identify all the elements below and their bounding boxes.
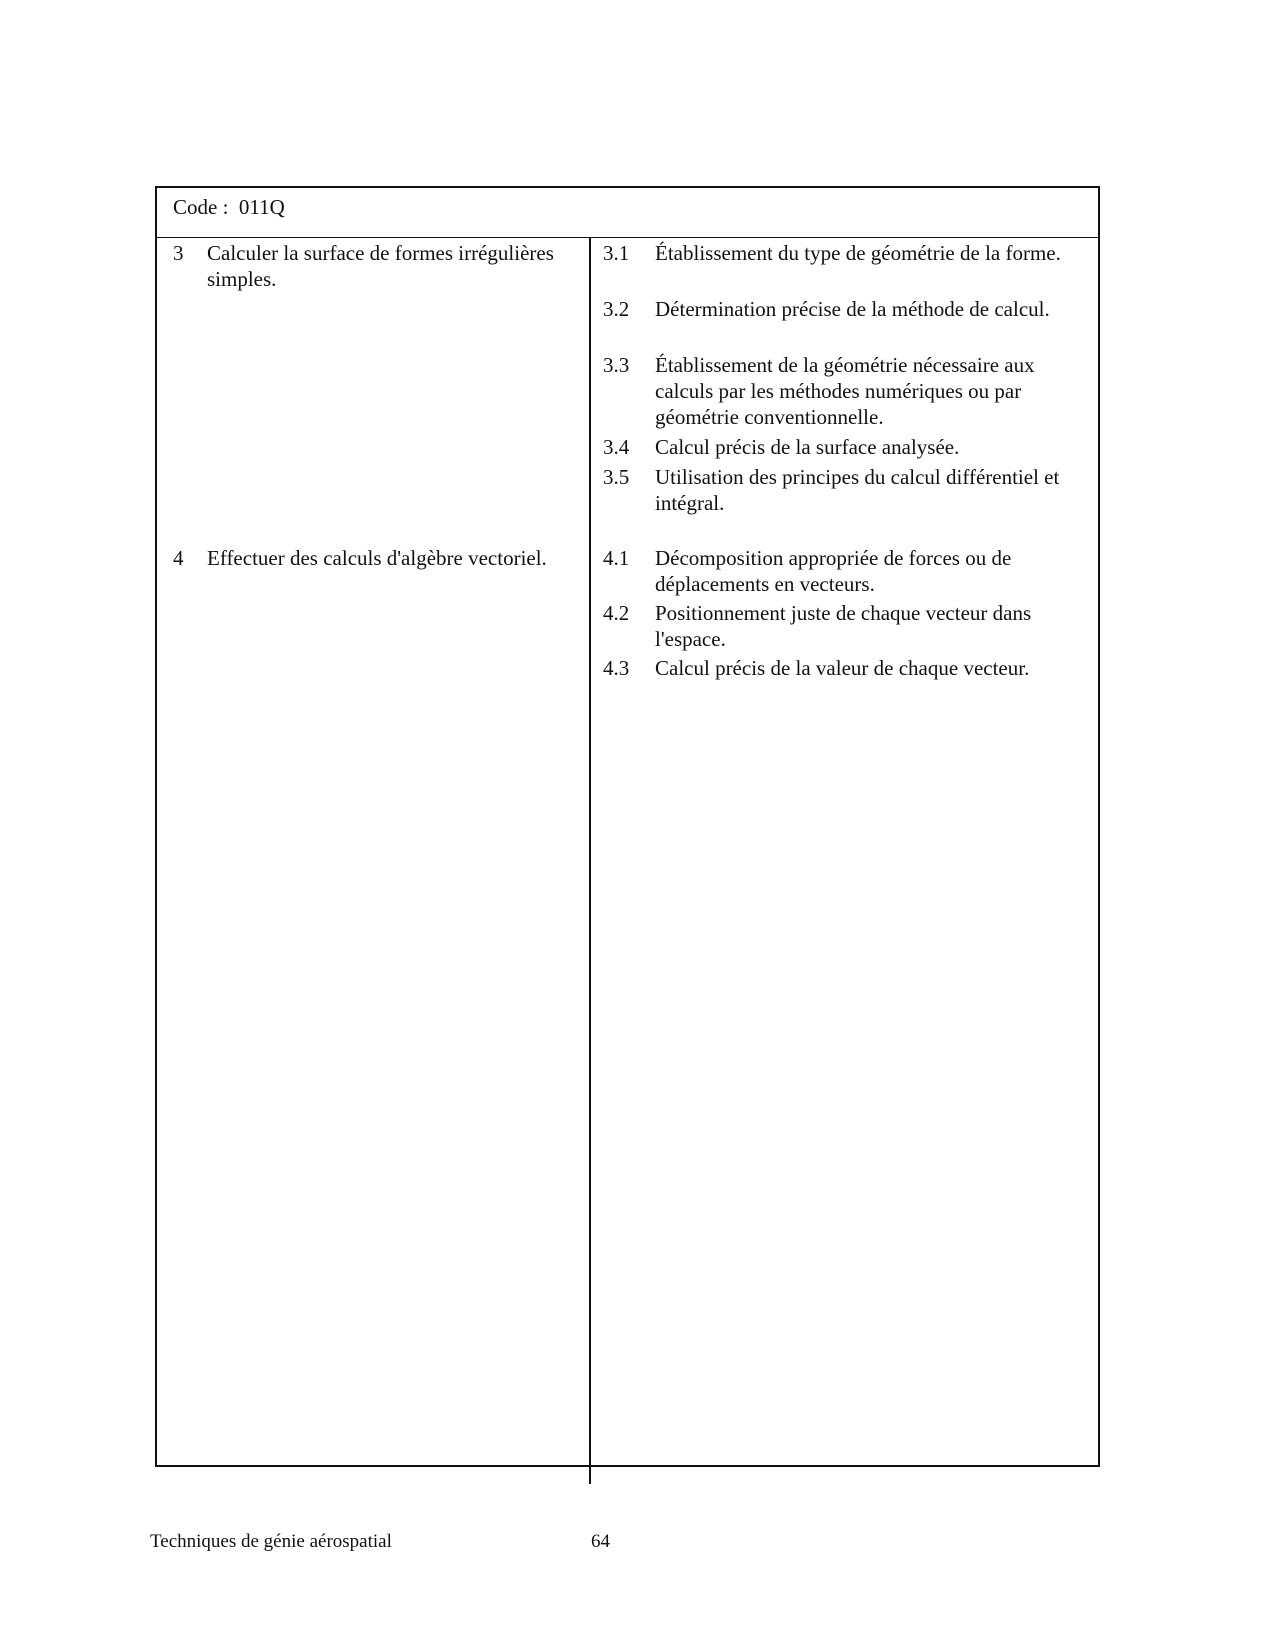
criterion-number: 3.4 (603, 435, 630, 459)
element-number: 3 (173, 241, 184, 265)
code-line (173, 194, 285, 220)
column-divider (589, 238, 591, 1484)
element-text: Effectuer des calculs d'algèbre vectoriel. (207, 546, 547, 570)
code-label: Code : (173, 195, 229, 219)
criterion-number: 4.3 (603, 656, 630, 680)
footer-page-number: 64 (591, 1531, 610, 1552)
element-number: 4 (173, 546, 184, 570)
criterion-text: Utilisation des principes du calcul différentiel et intégral. (655, 465, 1060, 515)
criterion-number: 3.3 (603, 353, 630, 377)
criterion-text: Calcul précis de la surface analysée. (655, 435, 960, 459)
code-value: 011Q (238, 195, 285, 219)
criterion-text: Décomposition appropriée de forces ou de déplacements en vecteurs. (655, 546, 1012, 596)
criterion-number: 3.2 (603, 297, 630, 321)
criterion-text: Calcul précis de la valeur de chaque vecteur. (655, 656, 1030, 680)
criterion-text: Positionnement juste de chaque vecteur dans l'espace. (655, 601, 1032, 651)
criterion-text: Établissement du type de géométrie de la forme. (655, 241, 1061, 265)
criterion-text: Établissement de la géométrie nécessaire aux calculs par les méthodes numériques ou par géométrie conventionnelle. (655, 353, 1035, 429)
criterion-number: 3.5 (603, 465, 630, 489)
criterion-number: 4.1 (603, 546, 630, 570)
criterion-number: 4.2 (603, 601, 630, 625)
element-text: Calculer la surface de formes irrégulières simples. (207, 241, 554, 291)
criterion-number: 3.1 (603, 241, 630, 265)
footer-program-title: Techniques de génie aérospatial (150, 1531, 392, 1552)
competency-table (155, 186, 1100, 1467)
code-header-row (157, 188, 1098, 238)
criterion-text: Détermination précise de la méthode de calcul. (655, 297, 1050, 321)
